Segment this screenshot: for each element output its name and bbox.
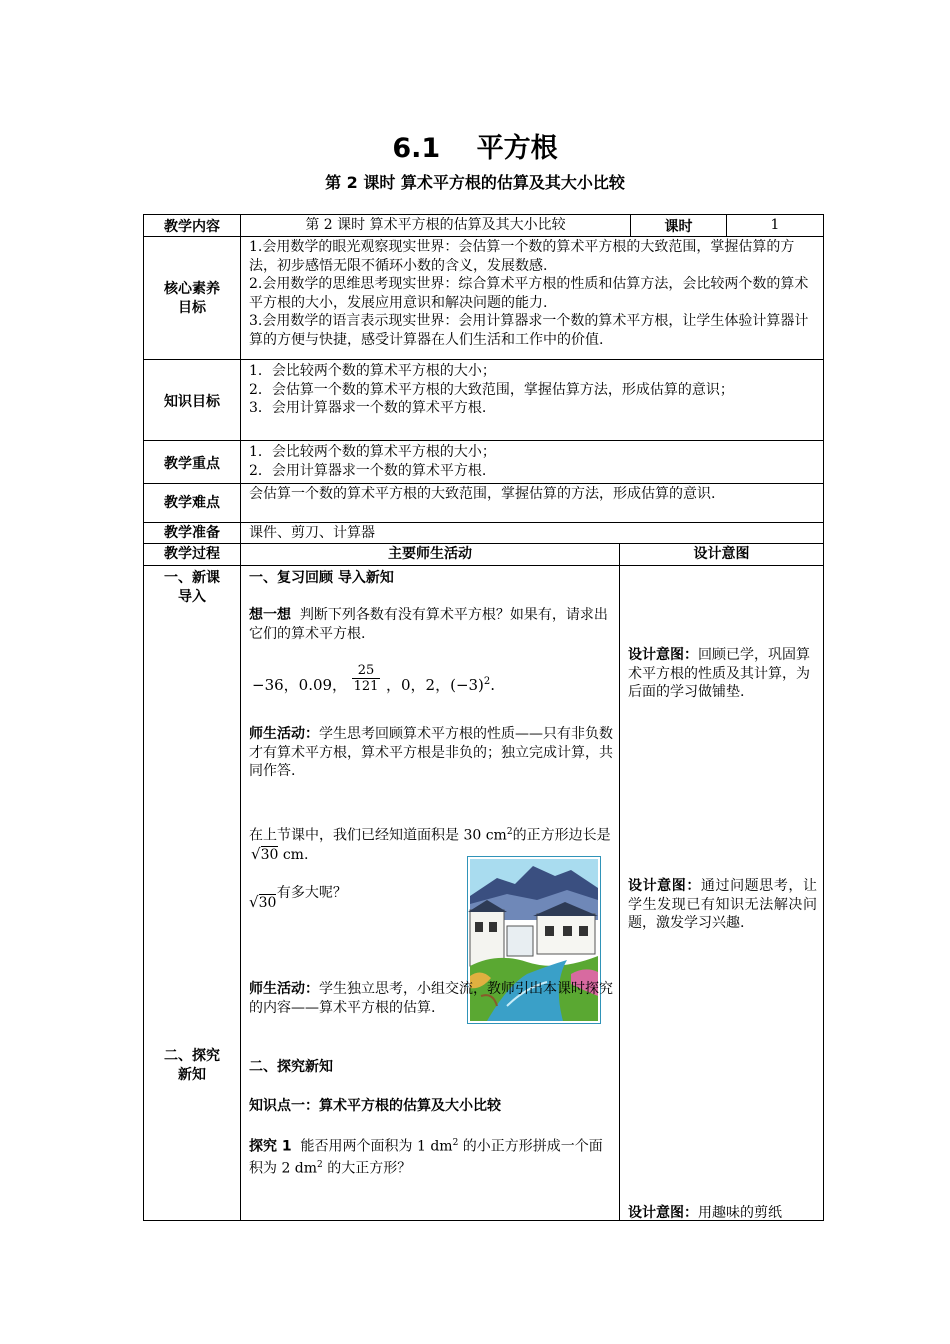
number-list-b: ，0，2，$(-3)^2$. bbox=[386, 676, 496, 694]
design-intent-3: 设计意图：用趣味的剪纸 bbox=[628, 1205, 782, 1221]
knowledge-goals-label: 知识目标 bbox=[164, 394, 220, 410]
key-points-list bbox=[249, 443, 816, 480]
design-intent-1: 设计意图：回顾已学，巩固算术平方根的性质及其计算，为后面的学习做铺垫. bbox=[628, 647, 810, 700]
think-block bbox=[249, 606, 614, 643]
previous-lesson-text: 在上节课中，我们已经知道面积是 30 $cm^2$的正方形边长是√30 cm. bbox=[249, 827, 611, 864]
content-label: 教学内容 bbox=[164, 219, 220, 235]
difficulties-text: 会估算一个数的算术平方根的大致范围，掌握估算的方法，形成估算的意识. bbox=[249, 486, 716, 502]
period-value: 1 bbox=[770, 217, 780, 233]
knowledge-goal-item: 1．会比较两个数的算术平方根的大小； bbox=[249, 363, 496, 379]
fraction-numerator: 25 bbox=[357, 663, 375, 678]
key-points-label: 教学重点 bbox=[164, 456, 220, 472]
difficulties-label: 教学难点 bbox=[164, 495, 220, 511]
knowledge-point-heading: 知识点一：算术平方根的估算及大小比较 bbox=[249, 1098, 501, 1114]
key-point-item: 1．会比较两个数的算术平方根的大小； bbox=[249, 444, 496, 460]
sqrt-30-cm: √30 cm. bbox=[251, 845, 309, 864]
knowledge-goals-list bbox=[249, 362, 816, 418]
core-goal-item: 1.会用数学的眼光观察现实世界：会估算一个数的算术平方根的大致范围，掌握估算的方法，初步感悟无限不循环小数的含义，发展数感. bbox=[249, 239, 795, 274]
think-text: 判断下列各数有没有算术平方根？如果有，请求出它们的算术平方根. bbox=[249, 607, 608, 642]
preparation-label: 教学准备 bbox=[164, 525, 220, 541]
sqrt-question: √30 有多大呢？ bbox=[249, 885, 347, 911]
knowledge-goal-item: 3．会用计算器求一个数的算术平方根. bbox=[249, 400, 487, 416]
core-goal-item: 3.会用数学的语言表示现实世界：会用计算器求一个数的算术平方根，让学生体验计算器计算的方便与快捷，感受计算器在人们生活和工作中的价值. bbox=[249, 313, 809, 348]
number-list-a: −36，0.09， bbox=[252, 676, 348, 694]
fraction-denominator: 121 bbox=[353, 679, 379, 694]
think-label: 想一想 bbox=[249, 607, 291, 623]
core-goal-item: 2.会用数学的思维思考现实世界：综合算术平方根的性质和估算方法，会比较两个数的算术平方根的大小，发展应用意识和解决问题的能力. bbox=[249, 276, 809, 311]
core-goals-list bbox=[249, 238, 816, 349]
process-col-header: 教学过程 bbox=[164, 546, 220, 562]
period-label: 课时 bbox=[664, 219, 693, 235]
page-subtitle: 第 2 课时 算术平方根的估算及其大小比较 bbox=[325, 173, 625, 192]
section-review-heading: 一、复习回顾 导入新知 bbox=[249, 570, 394, 586]
core-goals-label: 核心素养 目标 bbox=[164, 281, 220, 316]
stage-intro-label: 一、新课 导入 bbox=[164, 570, 220, 605]
design-intent-2: 设计意图：通过问题思考，让学生发现已有知识无法解决问题，激发学习兴趣. bbox=[628, 878, 818, 931]
knowledge-goal-item: 2．会估算一个数的算术平方根的大致范围，掌握估算方法，形成估算的意识； bbox=[249, 381, 734, 398]
intent-col-header: 设计意图 bbox=[693, 546, 750, 562]
page-title: 6.1 平方根 bbox=[392, 133, 558, 164]
preparation-text: 课件、剪刀、计算器 bbox=[249, 525, 375, 541]
section-explore-heading: 二、探究新知 bbox=[249, 1059, 333, 1075]
stage-explore-label: 二、探究 新知 bbox=[164, 1048, 220, 1083]
teacher-activity-1: 师生活动：学生思考回顾算术平方根的性质——只有非负数才有算术平方根，算术平方根是非负的；独立完成计算，共同作答. bbox=[249, 726, 613, 779]
activities-col-header: 主要师生活动 bbox=[388, 546, 472, 562]
key-point-item: 2．会用计算器求一个数的算术平方根. bbox=[249, 462, 487, 479]
fraction bbox=[352, 663, 380, 694]
explore-1-block: 探究 1 能否用两个面积为 1 $dm^2$ 的小正方形拼成一个面积为 2 $dm^2$ 的大正方形？ bbox=[249, 1138, 603, 1177]
teacher-activity-2: 师生活动：学生独立思考，小组交流，教师引出本课时探究的内容——算术平方根的估算. bbox=[249, 981, 613, 1016]
content-value: 第 2 课时 算术平方根的估算及其大小比较 bbox=[305, 217, 566, 233]
